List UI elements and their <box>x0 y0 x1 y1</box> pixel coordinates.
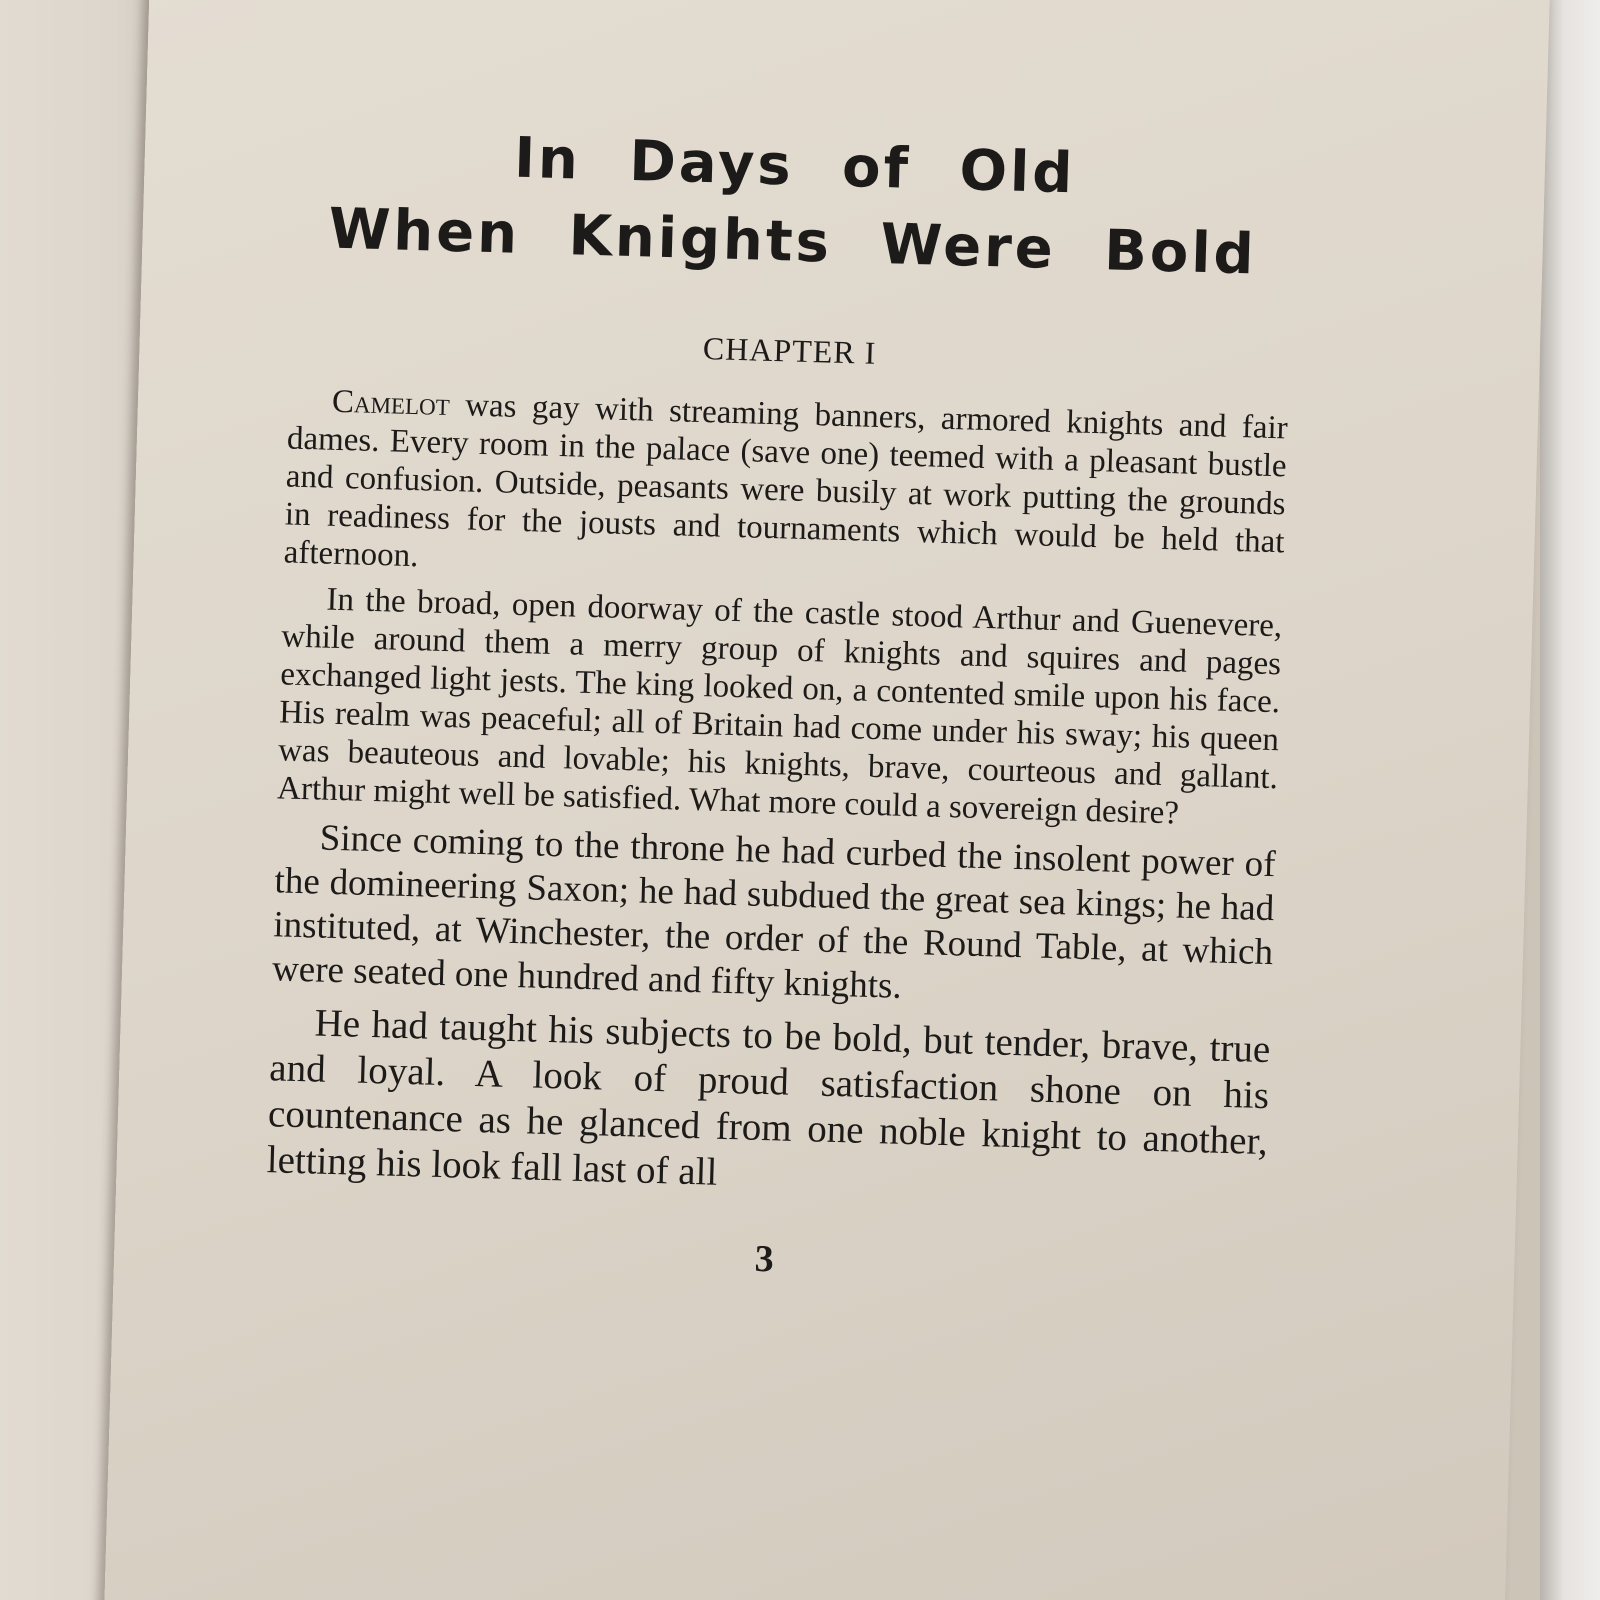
page-content <box>264 115 1296 1295</box>
page-number: 3 <box>754 1237 775 1281</box>
paragraph-lead: Camelot <box>331 383 451 423</box>
paragraph: In the broad, open doorway of the castle stood Arthur and Guenevere, while around them a merry group of knights and squires and pages exchanged light jests. The king looked on, a contented smile upon his face. His realm was peaceful; all of Britain had come under his sway; his queen was beauteous and lovable; his knights, brave, courteous and gallant. Arthur might well be satisfied. What more could a sovereign desire? <box>276 581 1283 832</box>
chapter-heading: CHAPTER I <box>702 330 877 371</box>
background-edge <box>1540 0 1600 1600</box>
paragraph: Since coming to the throne he had curbed the insolent power of the domineering Saxon; he had subdued the great sea kings; he had instituted, at Winchester, the order of the Round Table, at which were seated one hundred and fifty knights. <box>271 817 1277 1007</box>
book-title <box>292 115 1296 295</box>
paragraph: He had taught his subjects to be bold, but tender, brave, true and loyal. A look of proud satisfaction shone on his countenance as he glanced from one noble knight to another, letting his look fall last of all <box>266 1001 1271 1194</box>
book-page <box>104 0 1550 1600</box>
paragraph-text: was gay with streaming banners, armored knights and fair dames. Every room in the palace (save one) teemed with a pleasant bustle and confusion. Outside, peasants were busily at work putting the grounds in readiness for the jousts and tournaments which would be held that afternoon. <box>283 386 1289 575</box>
title-line-1: In Days of Old <box>513 125 1077 207</box>
body-text <box>266 381 1288 1211</box>
paragraph <box>283 381 1288 599</box>
title-line-2: When Knights Were Bold <box>327 196 1258 288</box>
